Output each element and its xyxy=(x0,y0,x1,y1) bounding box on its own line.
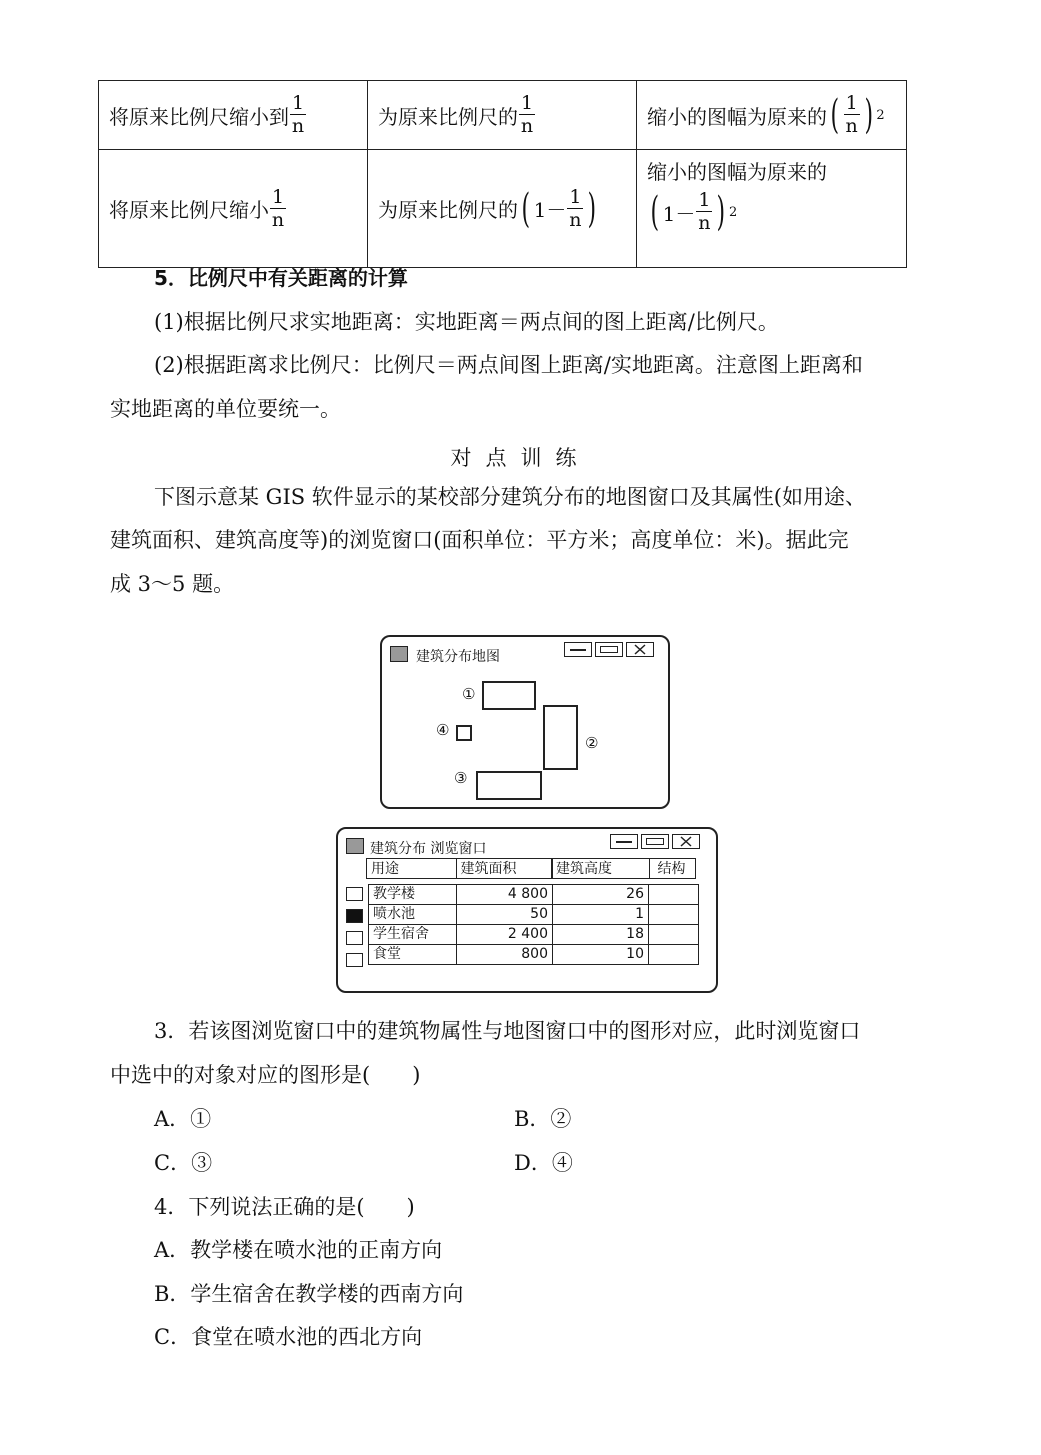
q4-option-c[interactable]: C．食堂在喷水池的西北方向 xyxy=(154,1325,423,1349)
column-header-structure[interactable]: 结构 xyxy=(649,858,696,879)
window-controls xyxy=(610,834,700,849)
row-select-checkbox[interactable] xyxy=(346,931,363,945)
cell-height: 10 xyxy=(553,945,649,965)
q4-option-b[interactable]: B．学生宿舍在教学楼的西南方向 xyxy=(154,1282,464,1306)
paragraph-line: (2)根据距离求比例尺：比例尺＝两点间图上距离/实地距离。注意图上距离和 xyxy=(154,353,863,377)
cell-height: 26 xyxy=(553,885,649,905)
table-row xyxy=(99,150,907,268)
cell-use: 喷水池 xyxy=(369,905,457,925)
fraction-numerator: 1 xyxy=(292,92,305,114)
window-title: 建筑分布 浏览窗口 xyxy=(370,841,487,857)
fraction-denominator: n xyxy=(569,208,582,231)
close-icon xyxy=(627,643,653,656)
fraction xyxy=(567,185,583,231)
close-icon xyxy=(673,835,699,848)
window-icon xyxy=(390,646,408,662)
cell-text: 为原来比例尺的 xyxy=(378,198,518,222)
cell-structure xyxy=(649,925,699,945)
cell-structure xyxy=(649,905,699,925)
table-row[interactable] xyxy=(369,945,699,965)
fraction xyxy=(290,94,306,136)
q3-option-c[interactable]: C．③ xyxy=(154,1151,213,1175)
fraction-numerator: 1 xyxy=(698,189,711,211)
cell-text: 缩小的图幅为原来的 xyxy=(647,160,827,184)
cell-text: 为原来比例尺的 xyxy=(378,104,518,129)
fraction xyxy=(519,94,535,136)
expression-prefix: 1－ xyxy=(662,201,696,226)
cell-height: 18 xyxy=(553,925,649,945)
right-paren: ) xyxy=(587,185,597,232)
question-3-line: 3．若该图浏览窗口中的建筑物属性与地图窗口中的图形对应，此时浏览窗口 xyxy=(154,1019,861,1043)
paragraph-line: 下图示意某 GIS 软件显示的某校部分建筑分布的地图窗口及其属性(如用途、 xyxy=(154,485,866,509)
paragraph-line: (1)根据比例尺求实地距离：实地距离＝两点间的图上距离/比例尺。 xyxy=(154,310,779,334)
fraction-numerator: 1 xyxy=(521,92,534,114)
fraction xyxy=(844,94,860,136)
q3-option-b[interactable]: B．② xyxy=(514,1107,572,1131)
fraction-denominator: n xyxy=(291,115,305,137)
paragraph-line: 建筑面积、建筑高度等)的浏览窗口(面积单位：平方米；高度单位：米)。据此完 xyxy=(110,528,849,552)
window-controls xyxy=(564,642,654,657)
building-label: ④ xyxy=(436,721,450,739)
row-select-checkbox[interactable] xyxy=(346,953,363,967)
fraction-denominator: n xyxy=(271,208,285,231)
question-4-stem: 4．下列说法正确的是( ) xyxy=(154,1195,415,1219)
building-label: ① xyxy=(462,685,476,703)
table-row[interactable] xyxy=(369,925,699,945)
scale-change-table xyxy=(98,80,907,268)
table-cell xyxy=(637,81,907,150)
attribute-table xyxy=(368,884,699,965)
right-paren: ) xyxy=(716,189,726,235)
cell-structure xyxy=(649,945,699,965)
cell-use: 教学楼 xyxy=(369,885,457,905)
q3-option-a[interactable]: A．① xyxy=(154,1107,212,1131)
window-icon xyxy=(346,838,364,854)
close-button[interactable] xyxy=(626,642,654,657)
expression-prefix: 1－ xyxy=(533,198,567,222)
fraction-denominator: n xyxy=(520,115,534,137)
paragraph-line: 实地距离的单位要统一。 xyxy=(110,397,341,421)
table-row xyxy=(99,81,907,150)
right-paren: ) xyxy=(864,92,873,138)
left-paren: ( xyxy=(650,189,660,235)
maximize-button[interactable] xyxy=(595,642,623,657)
map-window xyxy=(380,635,670,809)
q4-option-a[interactable]: A．教学楼在喷水池的正南方向 xyxy=(154,1238,443,1262)
exponent: 2 xyxy=(729,204,738,220)
building-label: ③ xyxy=(454,769,468,787)
cell-area: 800 xyxy=(457,945,553,965)
minimize-button[interactable] xyxy=(610,834,638,849)
building-2-shape[interactable] xyxy=(543,705,578,770)
column-headers xyxy=(366,858,694,879)
column-header-area[interactable]: 建筑面积 xyxy=(456,858,553,879)
maximize-button[interactable] xyxy=(641,834,669,849)
fraction-denominator: n xyxy=(845,115,858,137)
close-button[interactable] xyxy=(672,834,700,849)
building-label: ② xyxy=(585,734,599,752)
fraction xyxy=(270,185,286,231)
column-header-height[interactable]: 建筑高度 xyxy=(551,858,650,879)
left-paren: ( xyxy=(521,185,531,232)
cell-area: 4 800 xyxy=(457,885,553,905)
cell-use: 食堂 xyxy=(369,945,457,965)
cell-text: 将原来比例尺缩小 xyxy=(109,198,269,222)
paragraph-line: 成 3～5 题。 xyxy=(110,572,235,596)
practice-title: 对点训练 xyxy=(450,446,591,470)
table-cell xyxy=(368,150,637,268)
cell-use: 学生宿舍 xyxy=(369,925,457,945)
fraction-numerator: 1 xyxy=(845,92,858,114)
table-cell xyxy=(637,150,907,268)
table-row[interactable] xyxy=(369,905,699,925)
browse-window xyxy=(336,827,718,993)
row-select-checkbox[interactable] xyxy=(346,887,363,901)
cell-height: 1 xyxy=(553,905,649,925)
left-paren: ( xyxy=(830,92,840,138)
fraction xyxy=(696,191,712,233)
building-1-shape[interactable] xyxy=(482,681,536,710)
table-cell xyxy=(368,81,637,150)
question-3-line: 中选中的对象对应的图形是( ) xyxy=(110,1063,421,1087)
table-cell xyxy=(99,81,368,150)
cell-structure xyxy=(649,885,699,905)
exponent: 2 xyxy=(876,107,885,123)
building-3-shape[interactable] xyxy=(476,771,542,800)
row-select-checkbox[interactable] xyxy=(346,909,363,923)
fraction-denominator: n xyxy=(698,212,711,234)
section-heading: 5．比例尺中有关距离的计算 xyxy=(154,266,408,290)
table-row[interactable] xyxy=(369,885,699,905)
cell-text: 将原来比例尺缩小到 xyxy=(109,104,289,129)
fraction-numerator: 1 xyxy=(272,185,285,208)
q3-option-d[interactable]: D．④ xyxy=(514,1151,573,1175)
cell-text: 缩小的图幅为原来的 xyxy=(647,104,827,129)
cell-area: 2 400 xyxy=(457,925,553,945)
column-header-use[interactable]: 用途 xyxy=(366,858,457,879)
table-cell xyxy=(99,150,368,268)
fraction-numerator: 1 xyxy=(569,185,582,208)
cell-area: 50 xyxy=(457,905,553,925)
window-title: 建筑分布地图 xyxy=(416,649,500,665)
minimize-button[interactable] xyxy=(564,642,592,657)
building-4-shape[interactable] xyxy=(456,725,472,741)
